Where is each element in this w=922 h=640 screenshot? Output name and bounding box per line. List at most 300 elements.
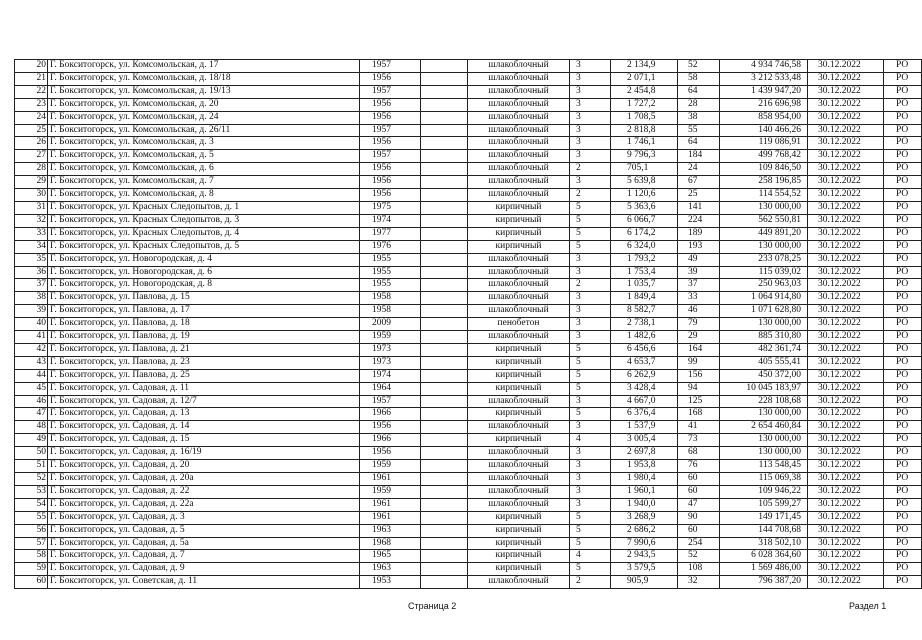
date: 30.12.2022: [808, 498, 884, 511]
floors: 3: [570, 447, 611, 460]
program: РО: [884, 331, 922, 344]
cost: 119 086,91: [720, 137, 808, 150]
cost: 228 108,68: [720, 395, 808, 408]
page-number: Страница 2: [408, 601, 457, 611]
wall-material: шлакоблочный: [468, 331, 570, 344]
blank-cell: [421, 382, 468, 395]
program: РО: [884, 150, 922, 163]
wall-material: шлакоблочный: [468, 460, 570, 473]
address: Г. Бокситогорск, ул. Садовая, д. 16/19: [48, 447, 360, 460]
apartments: 125: [678, 395, 720, 408]
address: Г. Бокситогорск, ул. Новогородская, д. 8: [48, 279, 360, 292]
area: 4 653,7: [611, 356, 678, 369]
address: Г. Бокситогорск, ул. Новогородская, д. 4: [48, 253, 360, 266]
apartments: 108: [678, 563, 720, 576]
address: Г. Бокситогорск, ул. Комсомольская, д. 18/18: [48, 72, 360, 85]
program: РО: [884, 176, 922, 189]
apartments: 254: [678, 537, 720, 550]
floors: 3: [570, 460, 611, 473]
apartments: 79: [678, 318, 720, 331]
apartments: 38: [678, 111, 720, 124]
wall-material: шлакоблочный: [468, 576, 570, 589]
floors: 3: [570, 124, 611, 137]
build-year: 1955: [360, 266, 421, 279]
build-year: 1957: [360, 85, 421, 98]
cost: 405 555,41: [720, 356, 808, 369]
table-row: [15, 85, 922, 98]
program: РО: [884, 485, 922, 498]
floors: 3: [570, 85, 611, 98]
cost: 858 954,00: [720, 111, 808, 124]
wall-material: шлакоблочный: [468, 266, 570, 279]
row-number: 55: [15, 511, 48, 524]
blank-cell: [421, 137, 468, 150]
wall-material: шлакоблочный: [468, 395, 570, 408]
date: 30.12.2022: [808, 408, 884, 421]
table-row: [15, 292, 922, 305]
address: Г. Бокситогорск, ул. Садовая, д. 12/7: [48, 395, 360, 408]
cost: 149 171,45: [720, 511, 808, 524]
table-row: [15, 460, 922, 473]
table-row: [15, 473, 922, 486]
area: 3 428,4: [611, 382, 678, 395]
area: 8 582,7: [611, 305, 678, 318]
row-number: 33: [15, 227, 48, 240]
build-year: 1953: [360, 576, 421, 589]
blank-cell: [421, 163, 468, 176]
apartments: 64: [678, 85, 720, 98]
date: 30.12.2022: [808, 537, 884, 550]
program: РО: [884, 214, 922, 227]
table-row: [15, 382, 922, 395]
address: Г. Бокситогорск, ул. Садовая, д. 5а: [48, 537, 360, 550]
table-row: [15, 163, 922, 176]
table-row: [15, 331, 922, 344]
area: 1 793,2: [611, 253, 678, 266]
apartments: 68: [678, 447, 720, 460]
floors: 2: [570, 163, 611, 176]
build-year: 1956: [360, 72, 421, 85]
build-year: 1961: [360, 473, 421, 486]
table-row: [15, 266, 922, 279]
row-number: 37: [15, 279, 48, 292]
floors: 3: [570, 150, 611, 163]
date: 30.12.2022: [808, 150, 884, 163]
date: 30.12.2022: [808, 85, 884, 98]
row-number: 58: [15, 550, 48, 563]
cost: 885 310,80: [720, 331, 808, 344]
cost: 130 000,00: [720, 201, 808, 214]
wall-material: шлакоблочный: [468, 124, 570, 137]
area: 2 697,8: [611, 447, 678, 460]
wall-material: шлакоблочный: [468, 189, 570, 202]
date: 30.12.2022: [808, 72, 884, 85]
area: 6 456,6: [611, 343, 678, 356]
row-number: 29: [15, 176, 48, 189]
program: РО: [884, 111, 922, 124]
build-year: 1964: [360, 382, 421, 395]
table-row: [15, 176, 922, 189]
blank-cell: [421, 524, 468, 537]
build-year: 1957: [360, 60, 421, 73]
blank-cell: [421, 460, 468, 473]
area: 2 071,1: [611, 72, 678, 85]
apartments: 41: [678, 421, 720, 434]
cost: 250 963,03: [720, 279, 808, 292]
area: 2 454,8: [611, 85, 678, 98]
floors: 3: [570, 318, 611, 331]
build-year: 1959: [360, 485, 421, 498]
date: 30.12.2022: [808, 137, 884, 150]
blank-cell: [421, 305, 468, 318]
row-number: 22: [15, 85, 48, 98]
blank-cell: [421, 511, 468, 524]
floors: 2: [570, 279, 611, 292]
section-label: Раздел 1: [849, 601, 887, 611]
table-row: [15, 124, 922, 137]
area: 1 960,1: [611, 485, 678, 498]
wall-material: кирпичный: [468, 537, 570, 550]
build-year: 1957: [360, 395, 421, 408]
build-year: 1957: [360, 124, 421, 137]
date: 30.12.2022: [808, 434, 884, 447]
row-number: 24: [15, 111, 48, 124]
row-number: 53: [15, 485, 48, 498]
date: 30.12.2022: [808, 343, 884, 356]
program: РО: [884, 434, 922, 447]
area: 2 818,8: [611, 124, 678, 137]
blank-cell: [421, 421, 468, 434]
address: Г. Бокситогорск, ул. Павлова, д. 15: [48, 292, 360, 305]
apartments: 28: [678, 98, 720, 111]
table-row: [15, 395, 922, 408]
program: РО: [884, 72, 922, 85]
row-number: 45: [15, 382, 48, 395]
build-year: 1956: [360, 111, 421, 124]
blank-cell: [421, 111, 468, 124]
row-number: 60: [15, 576, 48, 589]
apartments: 47: [678, 498, 720, 511]
build-year: 1968: [360, 537, 421, 550]
wall-material: шлакоблочный: [468, 137, 570, 150]
cost: 449 891,20: [720, 227, 808, 240]
floors: 3: [570, 305, 611, 318]
floors: 5: [570, 369, 611, 382]
floors: 3: [570, 176, 611, 189]
row-number: 54: [15, 498, 48, 511]
row-number: 23: [15, 98, 48, 111]
row-number: 43: [15, 356, 48, 369]
apartments: 24: [678, 163, 720, 176]
area: 1 753,4: [611, 266, 678, 279]
wall-material: кирпичный: [468, 214, 570, 227]
apartments: 46: [678, 305, 720, 318]
build-year: 1958: [360, 292, 421, 305]
address: Г. Бокситогорск, ул. Комсомольская, д. 24: [48, 111, 360, 124]
apartments: 184: [678, 150, 720, 163]
program: РО: [884, 253, 922, 266]
apartments: 60: [678, 524, 720, 537]
floors: 2: [570, 576, 611, 589]
floors: 5: [570, 511, 611, 524]
wall-material: шлакоблочный: [468, 473, 570, 486]
date: 30.12.2022: [808, 98, 884, 111]
floors: 4: [570, 434, 611, 447]
date: 30.12.2022: [808, 266, 884, 279]
table-row: [15, 434, 922, 447]
floors: 5: [570, 537, 611, 550]
address: Г. Бокситогорск, ул. Комсомольская, д. 17: [48, 60, 360, 73]
floors: 5: [570, 343, 611, 356]
wall-material: шлакоблочный: [468, 447, 570, 460]
cost: 109 946,22: [720, 485, 808, 498]
program: РО: [884, 408, 922, 421]
floors: 5: [570, 240, 611, 253]
address: Г. Бокситогорск, ул. Комсомольская, д. 19/13: [48, 85, 360, 98]
date: 30.12.2022: [808, 240, 884, 253]
wall-material: кирпичный: [468, 382, 570, 395]
program: РО: [884, 98, 922, 111]
table-row: [15, 227, 922, 240]
build-year: 1975: [360, 201, 421, 214]
date: 30.12.2022: [808, 447, 884, 460]
row-number: 46: [15, 395, 48, 408]
cost: 140 466,26: [720, 124, 808, 137]
address: Г. Бокситогорск, ул. Садовая, д. 15: [48, 434, 360, 447]
cost: 144 708,68: [720, 524, 808, 537]
area: 5 363,6: [611, 201, 678, 214]
address: Г. Бокситогорск, ул. Садовая, д. 22а: [48, 498, 360, 511]
program: РО: [884, 305, 922, 318]
table-row: [15, 98, 922, 111]
program: РО: [884, 460, 922, 473]
build-year: 1955: [360, 279, 421, 292]
row-number: 25: [15, 124, 48, 137]
row-number: 39: [15, 305, 48, 318]
date: 30.12.2022: [808, 305, 884, 318]
wall-material: кирпичный: [468, 201, 570, 214]
floors: 5: [570, 408, 611, 421]
area: 1 953,8: [611, 460, 678, 473]
address: Г. Бокситогорск, ул. Садовая, д. 22: [48, 485, 360, 498]
address: Г. Бокситогорск, ул. Садовая, д. 13: [48, 408, 360, 421]
program: РО: [884, 85, 922, 98]
program: РО: [884, 318, 922, 331]
blank-cell: [421, 72, 468, 85]
floors: 3: [570, 331, 611, 344]
area: 2 738,1: [611, 318, 678, 331]
date: 30.12.2022: [808, 176, 884, 189]
table-row: [15, 447, 922, 460]
apartments: 168: [678, 408, 720, 421]
table-row: [15, 421, 922, 434]
table-row: [15, 240, 922, 253]
program: РО: [884, 537, 922, 550]
area: 3 579,5: [611, 563, 678, 576]
program: РО: [884, 395, 922, 408]
address: Г. Бокситогорск, ул. Комсомольская, д. 3: [48, 137, 360, 150]
table-row: [15, 563, 922, 576]
area: 905,9: [611, 576, 678, 589]
floors: 5: [570, 524, 611, 537]
cost: 130 000,00: [720, 408, 808, 421]
table-row: [15, 318, 922, 331]
build-year: 2009: [360, 318, 421, 331]
floors: 3: [570, 60, 611, 73]
area: 3 268,9: [611, 511, 678, 524]
row-number: 57: [15, 537, 48, 550]
cost: 216 696,98: [720, 98, 808, 111]
apartments: 29: [678, 331, 720, 344]
build-year: 1974: [360, 214, 421, 227]
program: РО: [884, 498, 922, 511]
area: 7 990,6: [611, 537, 678, 550]
cost: 562 550,81: [720, 214, 808, 227]
wall-material: шлакоблочный: [468, 72, 570, 85]
blank-cell: [421, 485, 468, 498]
date: 30.12.2022: [808, 369, 884, 382]
apartments: 73: [678, 434, 720, 447]
table-row: [15, 72, 922, 85]
floors: 5: [570, 356, 611, 369]
table-row: [15, 60, 922, 73]
row-number: 30: [15, 189, 48, 202]
row-number: 44: [15, 369, 48, 382]
address: Г. Бокситогорск, ул. Садовая, д. 14: [48, 421, 360, 434]
date: 30.12.2022: [808, 163, 884, 176]
build-year: 1956: [360, 163, 421, 176]
wall-material: кирпичный: [468, 511, 570, 524]
area: 6 174,2: [611, 227, 678, 240]
date: 30.12.2022: [808, 550, 884, 563]
table-row: [15, 369, 922, 382]
blank-cell: [421, 550, 468, 563]
wall-material: кирпичный: [468, 524, 570, 537]
table-row: [15, 550, 922, 563]
area: 3 005,4: [611, 434, 678, 447]
wall-material: шлакоблочный: [468, 305, 570, 318]
address: Г. Бокситогорск, ул. Павлова, д. 21: [48, 343, 360, 356]
build-year: 1956: [360, 137, 421, 150]
wall-material: кирпичный: [468, 227, 570, 240]
table-row: [15, 511, 922, 524]
wall-material: шлакоблочный: [468, 98, 570, 111]
build-year: 1976: [360, 240, 421, 253]
area: 1 708,5: [611, 111, 678, 124]
wall-material: шлакоблочный: [468, 111, 570, 124]
date: 30.12.2022: [808, 214, 884, 227]
table-row: [15, 305, 922, 318]
build-year: 1955: [360, 253, 421, 266]
row-number: 56: [15, 524, 48, 537]
area: 6 376,4: [611, 408, 678, 421]
row-number: 36: [15, 266, 48, 279]
blank-cell: [421, 85, 468, 98]
wall-material: кирпичный: [468, 343, 570, 356]
wall-material: шлакоблочный: [468, 150, 570, 163]
program: РО: [884, 369, 922, 382]
row-number: 26: [15, 137, 48, 150]
program: РО: [884, 382, 922, 395]
wall-material: шлакоблочный: [468, 176, 570, 189]
build-year: 1963: [360, 524, 421, 537]
apartments: 52: [678, 60, 720, 73]
row-number: 59: [15, 563, 48, 576]
build-year: 1963: [360, 563, 421, 576]
apartments: 141: [678, 201, 720, 214]
cost: 4 934 746,58: [720, 60, 808, 73]
apartments: 193: [678, 240, 720, 253]
apartments: 189: [678, 227, 720, 240]
table-row: [15, 408, 922, 421]
build-year: 1959: [360, 460, 421, 473]
blank-cell: [421, 292, 468, 305]
area: 2 686,2: [611, 524, 678, 537]
date: 30.12.2022: [808, 511, 884, 524]
address: Г. Бокситогорск, ул. Комсомольская, д. 7: [48, 176, 360, 189]
date: 30.12.2022: [808, 331, 884, 344]
floors: 4: [570, 550, 611, 563]
apartments: 37: [678, 279, 720, 292]
address: Г. Бокситогорск, ул. Комсомольская, д. 20: [48, 98, 360, 111]
area: 1 849,4: [611, 292, 678, 305]
cost: 258 196,85: [720, 176, 808, 189]
program: РО: [884, 279, 922, 292]
build-year: 1966: [360, 434, 421, 447]
row-number: 51: [15, 460, 48, 473]
blank-cell: [421, 473, 468, 486]
address: Г. Бокситогорск, ул. Садовая, д. 9: [48, 563, 360, 576]
table-row: [15, 201, 922, 214]
table-row: [15, 111, 922, 124]
program: РО: [884, 240, 922, 253]
address: Г. Бокситогорск, ул. Новогородская, д. 6: [48, 266, 360, 279]
cost: 115 039,02: [720, 266, 808, 279]
apartments: 99: [678, 356, 720, 369]
apartments: 90: [678, 511, 720, 524]
row-number: 20: [15, 60, 48, 73]
wall-material: шлакоблочный: [468, 279, 570, 292]
floors: 5: [570, 214, 611, 227]
table-row: [15, 253, 922, 266]
wall-material: кирпичный: [468, 550, 570, 563]
cost: 105 599,27: [720, 498, 808, 511]
cost: 233 078,25: [720, 253, 808, 266]
cost: 1 064 914,80: [720, 292, 808, 305]
cost: 499 768,42: [720, 150, 808, 163]
blank-cell: [421, 266, 468, 279]
table-row: [15, 576, 922, 589]
build-year: 1956: [360, 176, 421, 189]
blank-cell: [421, 369, 468, 382]
wall-material: шлакоблочный: [468, 485, 570, 498]
blank-cell: [421, 176, 468, 189]
table-row: [15, 498, 922, 511]
cost: 130 000,00: [720, 434, 808, 447]
apartments: 55: [678, 124, 720, 137]
date: 30.12.2022: [808, 485, 884, 498]
address: Г. Бокситогорск, ул. Павлова, д. 23: [48, 356, 360, 369]
build-year: 1973: [360, 343, 421, 356]
address: Г. Бокситогорск, ул. Красных Следопытов, д. 3: [48, 214, 360, 227]
row-number: 28: [15, 163, 48, 176]
area: 6 324,0: [611, 240, 678, 253]
blank-cell: [421, 318, 468, 331]
program: РО: [884, 137, 922, 150]
table-row: [15, 356, 922, 369]
cost: 10 045 183,97: [720, 382, 808, 395]
cost: 109 846,50: [720, 163, 808, 176]
